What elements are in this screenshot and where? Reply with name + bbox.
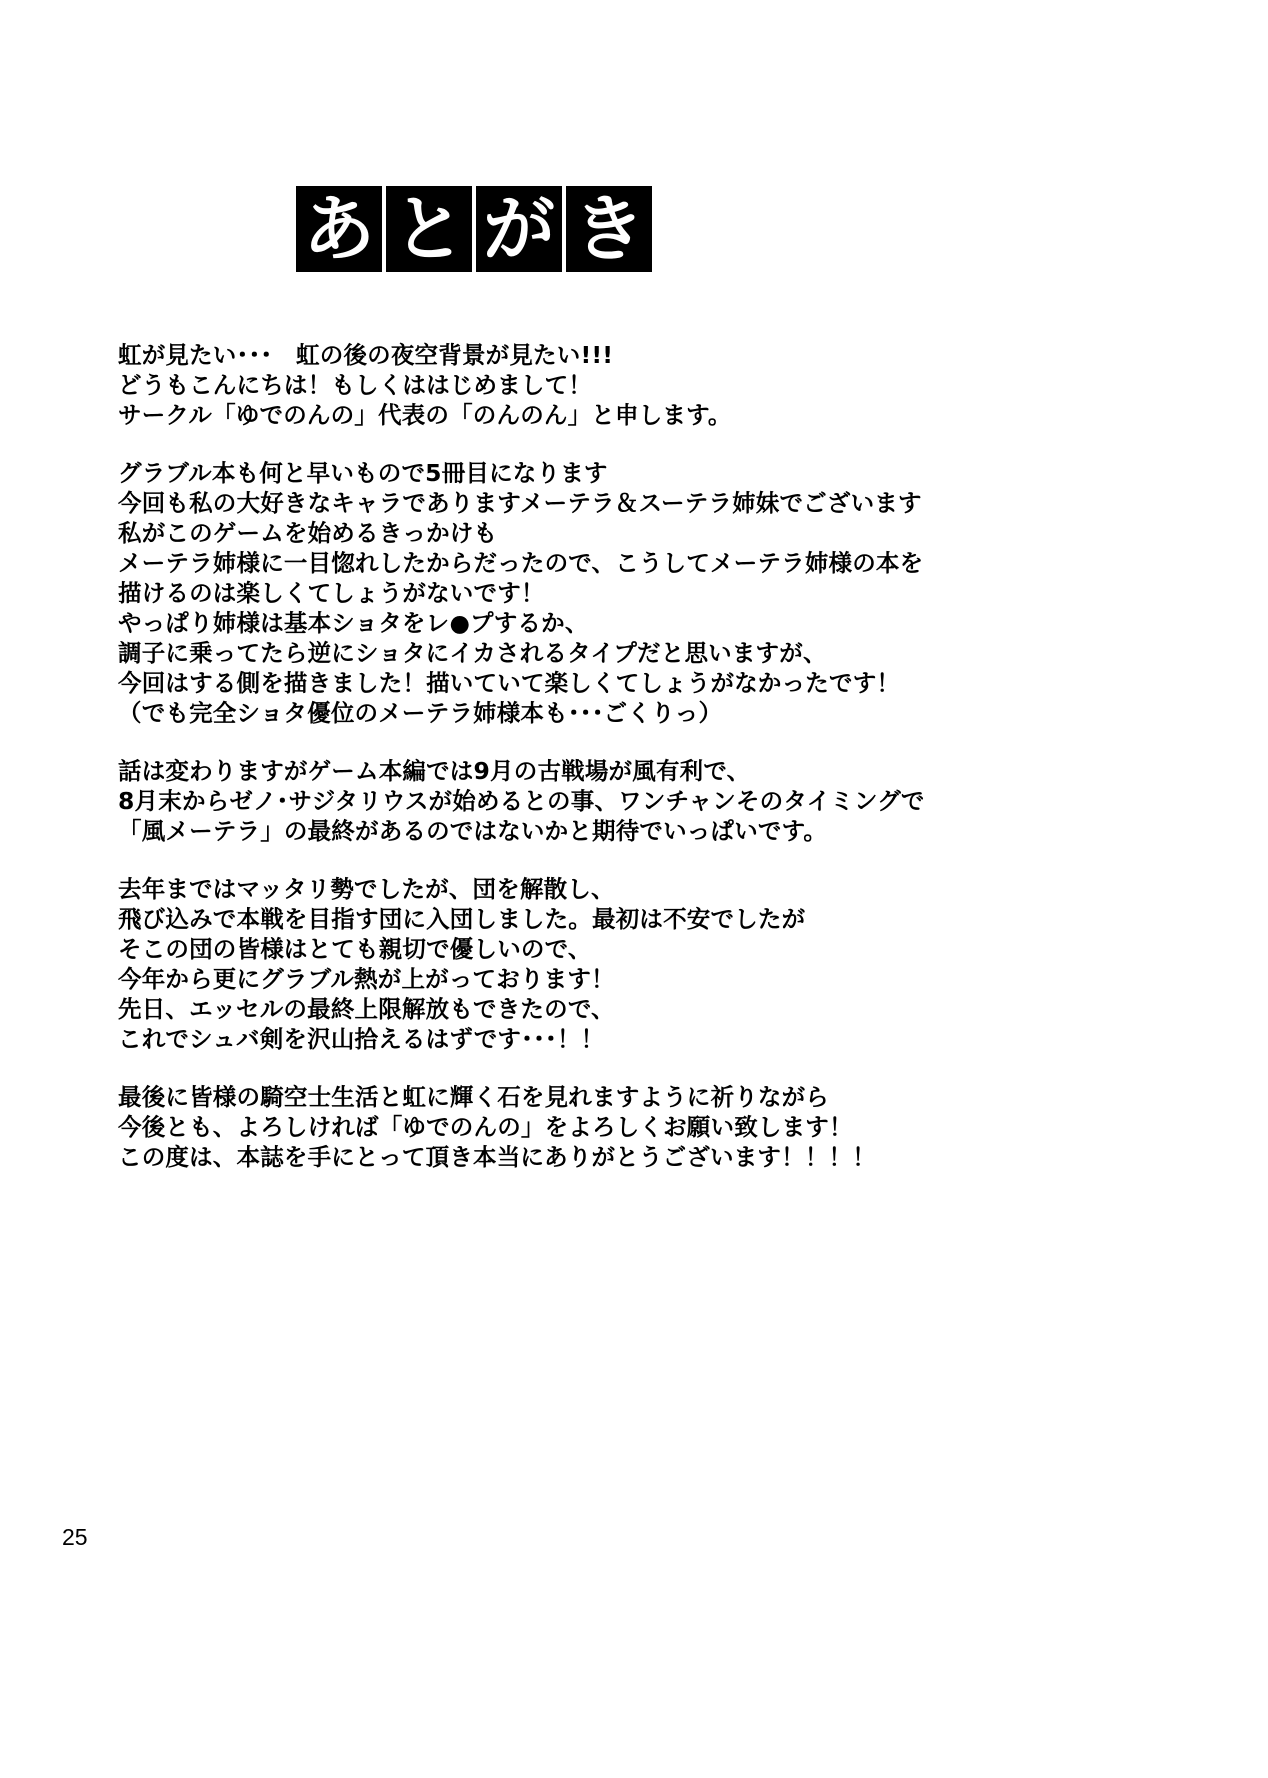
- paragraph: [118, 874, 1128, 1054]
- text-line: 今回も私の大好きなキャラでありますメーテラ＆スーテラ姉妹でございます: [118, 489, 922, 517]
- text-line: （でも完全ショタ優位のメーテラ姉様本も･･･ごくりっ）: [118, 699, 723, 727]
- text-line: そこの団の皆様はとても親切で優しいので、: [118, 935, 592, 963]
- text-line: この度は、本誌を手にとって頂き本当にありがとうございます！！！！: [118, 1143, 876, 1171]
- paragraph: [118, 340, 1128, 430]
- afterword-body: [118, 340, 1128, 1172]
- title-char: と: [386, 186, 472, 272]
- title-char: き: [566, 186, 652, 272]
- text-line: 飛び込みで本戦を目指す団に入団しました。最初は不安でしたが: [118, 905, 806, 933]
- text-line: 調子に乗ってたら逆にショタにイカされるタイプだと思いますが、: [118, 639, 827, 667]
- page-title: [296, 186, 652, 272]
- paragraph: [118, 458, 1128, 728]
- text-line: これでシュバ剣を沢山拾えるはずです･･･！！: [118, 1025, 605, 1053]
- paragraph: [118, 1082, 1128, 1172]
- text-line: どうもこんにちは！もしくははじめまして！: [118, 371, 592, 399]
- text-line: メーテラ姉様に一目惚れしたからだったので、こうしてメーテラ姉様の本を: [118, 549, 924, 577]
- text-line: 先日、エッセルの最終上限解放もできたので、: [118, 995, 615, 1023]
- page-number: 25: [62, 1524, 88, 1550]
- text-line: やっぱり姉様は基本ショタをレ●プするか、: [118, 609, 589, 637]
- paragraph: [118, 756, 1128, 846]
- text-line: 最後に皆様の騎空士生活と虹に輝く石を見れますように祈りながら: [118, 1083, 829, 1111]
- text-line: 私がこのゲームを始めるきっかけも: [118, 519, 498, 547]
- title-char: が: [476, 186, 562, 272]
- text-line: 「風メーテラ」の最終があるのではないかと期待でいっぱいです。: [118, 817, 828, 845]
- text-line: 8月末からゼノ･サジタリウスが始めるとの事、ワンチャンそのタイミングで: [118, 787, 925, 815]
- text-line: グラブル本も何と早いもので5冊目になります: [118, 459, 608, 487]
- title-char: あ: [296, 186, 382, 272]
- text-line: 今後とも、よろしければ「ゆでのんの」をよろしくお願い致します！: [118, 1113, 853, 1141]
- text-line: 話は変わりますがゲーム本編では9月の古戦場が風有利で、: [118, 757, 751, 785]
- text-line: 今年から更にグラブル熱が上がっております！: [118, 965, 615, 993]
- text-line: 去年まではマッタリ勢でしたが、団を解散し、: [118, 875, 615, 903]
- text-line: 描けるのは楽しくてしょうがないです！: [118, 579, 545, 607]
- text-line: サークル「ゆでのんの」代表の「のんのん」と申します。: [118, 401, 732, 429]
- text-line: 今回はする側を描きました！描いていて楽しくてしょうがなかったです！: [118, 669, 901, 697]
- text-line: 虹が見たい･･･ 虹の後の夜空背景が見たい!!!: [118, 341, 614, 369]
